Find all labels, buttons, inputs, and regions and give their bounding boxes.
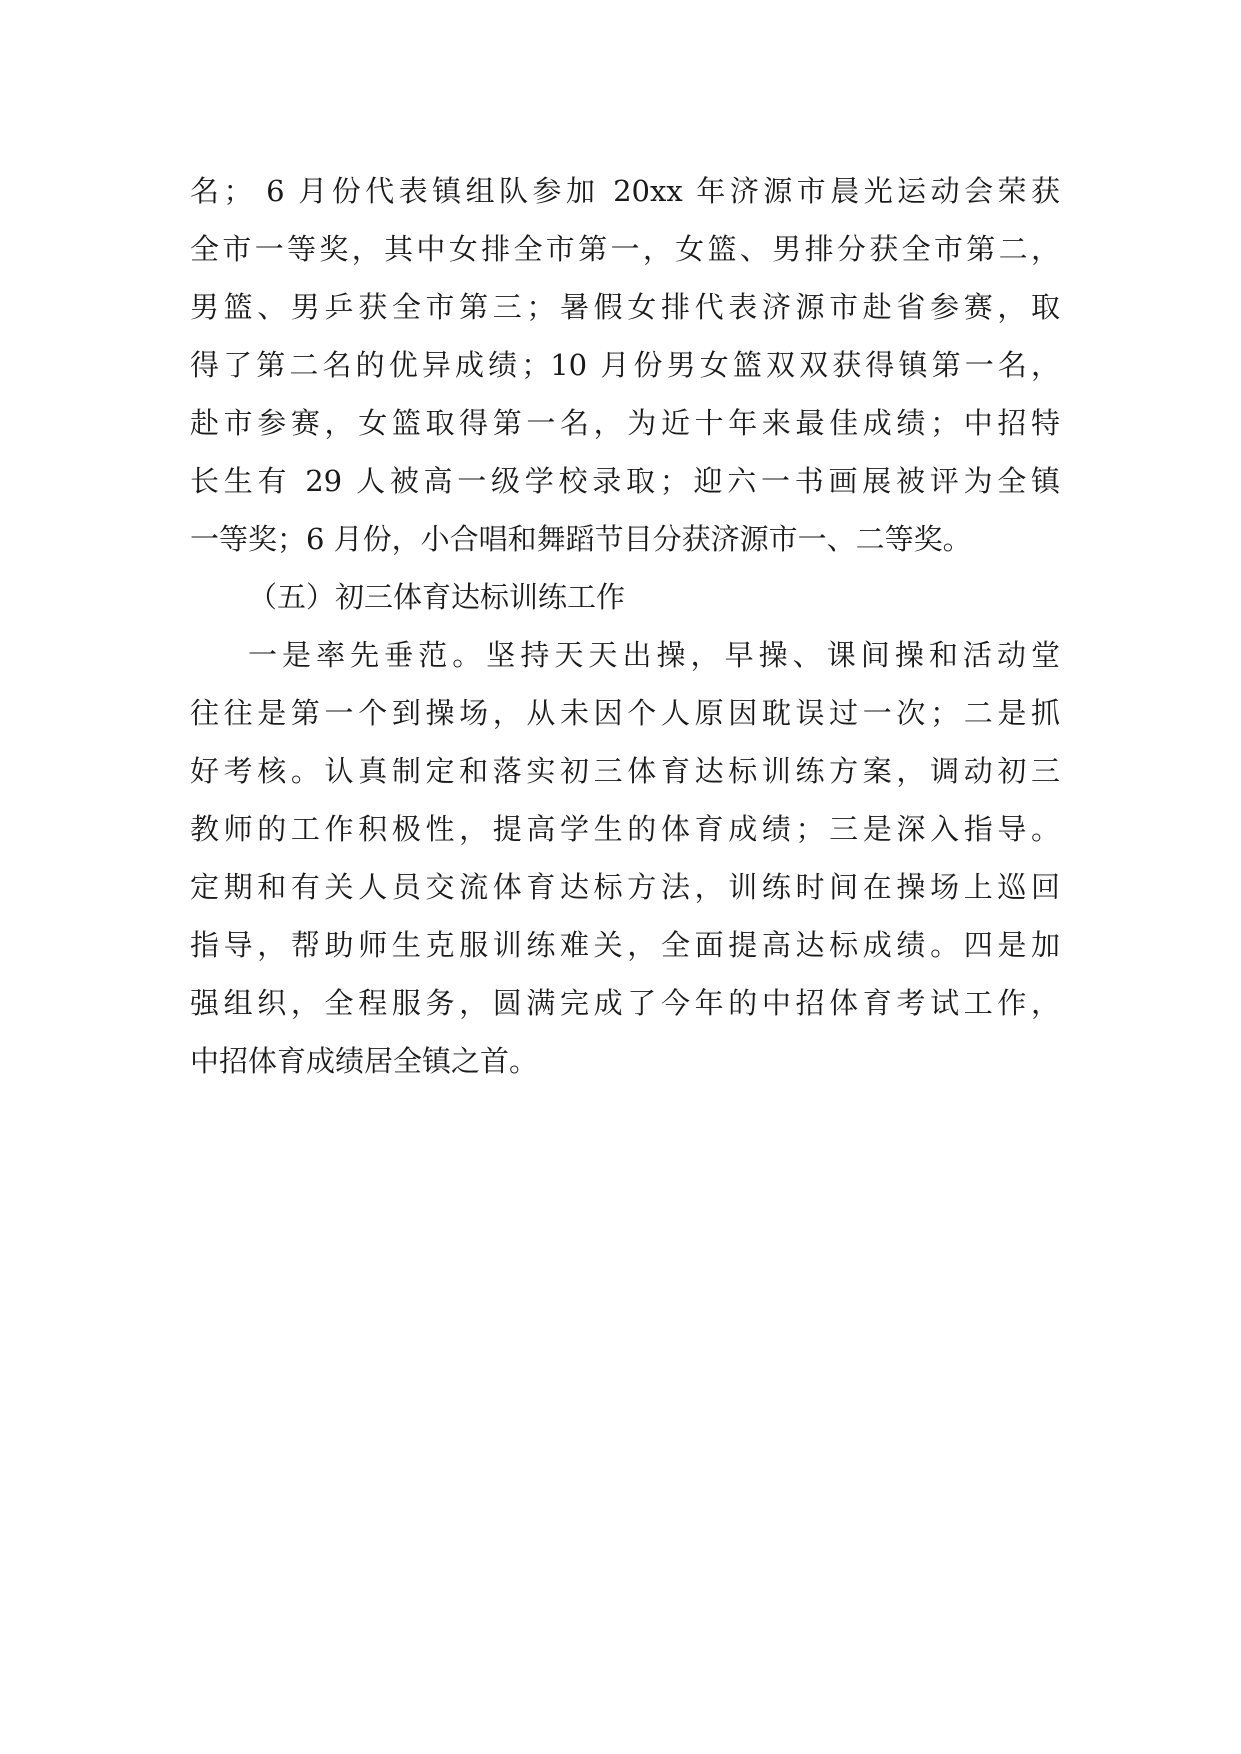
text-line: 指导，帮助师生克服训练难关，全面提高达标成绩。四是加: [190, 928, 1060, 962]
text-line: 教师的工作积极性，提高学生的体育成绩；三是深入指导。: [190, 812, 1060, 846]
text-line: 好考核。认真制定和落实初三体育达标训练方案，调动初三: [190, 754, 1060, 788]
text-line: 往往是第一个到操场，从未因个人原因耽误过一次；二是抓: [190, 696, 1060, 730]
text-line: 定期和有关人员交流体育达标方法，训练时间在操场上巡回: [190, 870, 1060, 904]
text-line: 赴市参赛，女篮取得第一名，为近十年来最佳成绩；中招特: [190, 406, 1060, 440]
text-line: 全市一等奖，其中女排全市第一，女篮、男排分获全市第二，: [190, 232, 1060, 266]
paragraph-achievements: [190, 162, 1060, 568]
text-line: 强组织，全程服务，圆满完成了今年的中招体育考试工作，: [190, 986, 1060, 1020]
paragraph-pe-training: [190, 626, 1060, 1090]
section-heading: （五）初三体育达标训练工作: [248, 580, 626, 614]
text-line: 一是率先垂范。坚持天天出操，早操、课间操和活动堂: [248, 638, 1060, 672]
document-body: [190, 162, 1060, 1090]
text-line: 男篮、男乒获全市第三；暑假女排代表济源市赴省参赛，取: [190, 290, 1060, 324]
text-line: 得了第二名的优异成绩；10 月份男女篮双双获得镇第一名，: [190, 348, 1060, 382]
text-line: 中招体育成绩居全镇之首。: [190, 1044, 539, 1078]
text-line: 一等奖；6 月份，小合唱和舞蹈节目分获济源市一、二等奖。: [190, 522, 972, 556]
text-line: 长生有 29 人被高一级学校录取；迎六一书画展被评为全镇: [190, 464, 1060, 498]
text-line: 名； 6 月份代表镇组队参加 20xx 年济源市晨光运动会荣获: [190, 174, 1060, 208]
